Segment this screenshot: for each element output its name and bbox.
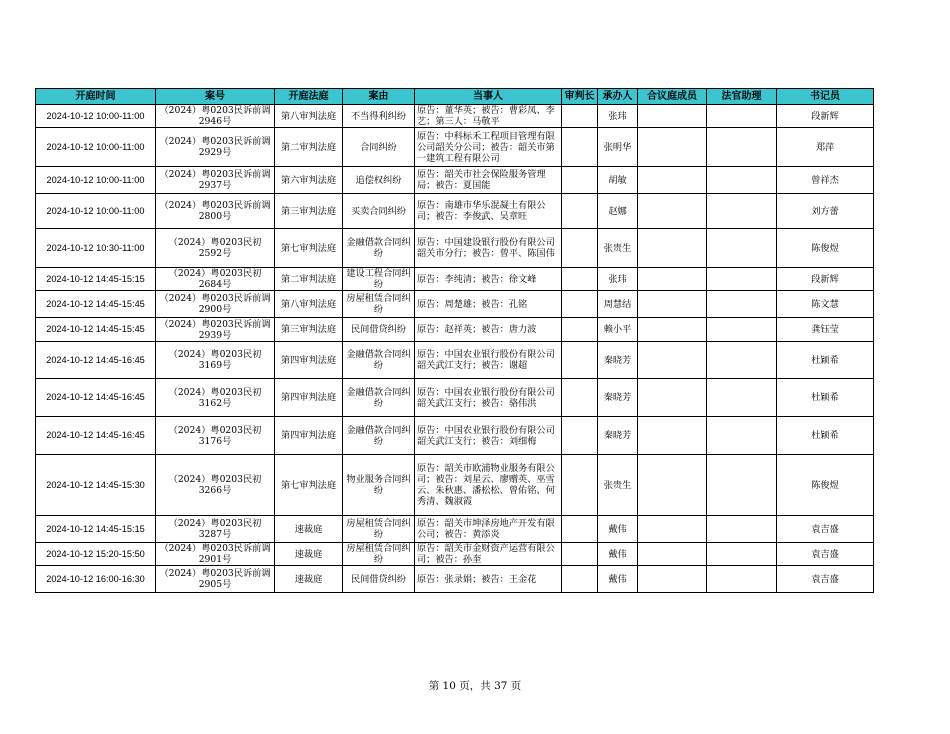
cell-cause: 金融借款合同纠纷: [343, 342, 415, 379]
cell-court: 速裁庭: [275, 516, 343, 543]
table-row: [36, 318, 874, 342]
cell-time: 2024-10-12 14:45-15:45: [36, 291, 156, 318]
cell-court: 速裁庭: [275, 543, 343, 566]
cell-time: 2024-10-12 16:00-16:30: [36, 566, 156, 593]
cell-assistant: [707, 268, 777, 291]
cell-judge: [562, 566, 598, 593]
cell-assistant: [707, 167, 777, 194]
cell-judge: [562, 194, 598, 229]
cell-case-no: （2024）粤0203民初2684号: [156, 268, 275, 291]
cell-time: 2024-10-12 14:45-15:15: [36, 268, 156, 291]
cell-judge: [562, 455, 598, 516]
table-row: [36, 229, 874, 268]
cell-judge: [562, 543, 598, 566]
cell-assistant: [707, 342, 777, 379]
cell-court: 第八审判法庭: [275, 105, 343, 128]
cell-panel: [638, 566, 707, 593]
table-body: [36, 105, 874, 593]
cell-parties: 原告：中国农业银行股份有限公司韶关武江支行；被告：刘细梅: [415, 417, 562, 455]
table-row: [36, 566, 874, 593]
cell-parties: 原告：韶关市金财资产运营有限公司；被告：孙奎: [415, 543, 562, 566]
cell-clerk: 杜颖希: [777, 379, 874, 417]
cell-handler: 秦晓芳: [598, 379, 638, 417]
cell-handler: 戴伟: [598, 543, 638, 566]
cell-clerk: 袁吉盛: [777, 516, 874, 543]
cell-cause: 金融借款合同纠纷: [343, 229, 415, 268]
cell-time: 2024-10-12 14:45-16:45: [36, 379, 156, 417]
cell-parties: 原告：张录娟；被告：王金花: [415, 566, 562, 593]
table-row: [36, 167, 874, 194]
cell-panel: [638, 455, 707, 516]
cell-panel: [638, 379, 707, 417]
cell-case-no: （2024）粤0203民初3287号: [156, 516, 275, 543]
cell-cause: 房屋租赁合同纠纷: [343, 516, 415, 543]
cell-panel: [638, 194, 707, 229]
table-row: [36, 291, 874, 318]
cell-panel: [638, 291, 707, 318]
cell-handler: 张贵生: [598, 229, 638, 268]
cell-clerk: 陈俊煜: [777, 229, 874, 268]
cell-court: 速裁庭: [275, 566, 343, 593]
cell-assistant: [707, 455, 777, 516]
header-case-no: 案号: [156, 89, 275, 105]
cell-clerk: 陈文慧: [777, 291, 874, 318]
header-panel: 合议庭成员: [638, 89, 707, 105]
cell-court: 第三审判法庭: [275, 318, 343, 342]
table-row: [36, 543, 874, 566]
cell-case-no: （2024）粤0203民诉前调2929号: [156, 128, 275, 167]
cell-panel: [638, 318, 707, 342]
cell-parties: 原告：中国农业银行股份有限公司韶关武江支行；被告：骆伟洪: [415, 379, 562, 417]
cell-case-no: （2024）粤0203民初3266号: [156, 455, 275, 516]
cell-judge: [562, 128, 598, 167]
cell-judge: [562, 167, 598, 194]
cell-panel: [638, 128, 707, 167]
page-footer: 第 10 页，共 37 页: [428, 680, 522, 692]
cell-cause: 金融借款合同纠纷: [343, 379, 415, 417]
table-row: [36, 194, 874, 229]
cell-assistant: [707, 516, 777, 543]
cell-time: 2024-10-12 15:20-15:50: [36, 543, 156, 566]
cell-judge: [562, 342, 598, 379]
cell-handler: 戴伟: [598, 566, 638, 593]
cell-panel: [638, 229, 707, 268]
cell-clerk: 袁吉盛: [777, 543, 874, 566]
cell-cause: 买卖合同纠纷: [343, 194, 415, 229]
cell-time: 2024-10-12 10:00-11:00: [36, 105, 156, 128]
cell-parties: 原告：周楚雄；被告：孔铭: [415, 291, 562, 318]
table-row: [36, 105, 874, 128]
cell-case-no: （2024）粤0203民诉前调2800号: [156, 194, 275, 229]
cell-handler: 胡敏: [598, 167, 638, 194]
cell-assistant: [707, 128, 777, 167]
table-row: [36, 455, 874, 516]
cell-case-no: （2024）粤0203民初3176号: [156, 417, 275, 455]
cell-clerk: 段新辉: [777, 268, 874, 291]
table-row: [36, 268, 874, 291]
cell-time: 2024-10-12 14:45-15:45: [36, 318, 156, 342]
cell-judge: [562, 318, 598, 342]
cell-judge: [562, 105, 598, 128]
table-row: [36, 342, 874, 379]
cell-case-no: （2024）粤0203民诉前调2905号: [156, 566, 275, 593]
cell-case-no: （2024）粤0203民诉前调2901号: [156, 543, 275, 566]
cell-clerk: 袁吉盛: [777, 566, 874, 593]
cell-cause: 民间借贷纠纷: [343, 318, 415, 342]
cell-court: 第四审判法庭: [275, 342, 343, 379]
cell-panel: [638, 516, 707, 543]
cell-clerk: 郑萍: [777, 128, 874, 167]
cell-clerk: 杜颖希: [777, 417, 874, 455]
cell-time: 2024-10-12 10:30-11:00: [36, 229, 156, 268]
header-handler: 承办人: [598, 89, 638, 105]
cell-parties: 原告：南雄市华乐混凝土有限公司；被告：李俊武、吴章旺: [415, 194, 562, 229]
cell-time: 2024-10-12 14:45-16:45: [36, 417, 156, 455]
cell-court: 第三审判法庭: [275, 194, 343, 229]
cell-case-no: （2024）粤0203民诉前调2900号: [156, 291, 275, 318]
cell-handler: 张玮: [598, 105, 638, 128]
court-schedule-table: [35, 88, 874, 593]
cell-cause: 不当得利纠纷: [343, 105, 415, 128]
cell-assistant: [707, 291, 777, 318]
cell-case-no: （2024）粤0203民诉前调2939号: [156, 318, 275, 342]
cell-court: 第四审判法庭: [275, 417, 343, 455]
cell-time: 2024-10-12 10:00-11:00: [36, 194, 156, 229]
cell-handler: 赖小平: [598, 318, 638, 342]
cell-judge: [562, 417, 598, 455]
cell-clerk: 曾祥杰: [777, 167, 874, 194]
cell-handler: 张玮: [598, 268, 638, 291]
cell-panel: [638, 342, 707, 379]
table-row: [36, 516, 874, 543]
cell-cause: 房屋租赁合同纠纷: [343, 543, 415, 566]
cell-cause: 合同纠纷: [343, 128, 415, 167]
cell-panel: [638, 417, 707, 455]
cell-handler: 张贵生: [598, 455, 638, 516]
cell-parties: 原告：董华英；被告：曹彩凤、李艺；第三人：马敬平: [415, 105, 562, 128]
header-judge: 审判长: [562, 89, 598, 105]
cell-panel: [638, 167, 707, 194]
cell-time: 2024-10-12 10:00-11:00: [36, 167, 156, 194]
table-row: [36, 379, 874, 417]
cell-cause: 金融借款合同纠纷: [343, 417, 415, 455]
cell-court: 第七审判法庭: [275, 455, 343, 516]
cell-case-no: （2024）粤0203民诉前调2946号: [156, 105, 275, 128]
header-time: 开庭时间: [36, 89, 156, 105]
cell-cause: 物业服务合同纠纷: [343, 455, 415, 516]
cell-handler: 周慧结: [598, 291, 638, 318]
cell-panel: [638, 543, 707, 566]
table-row: [36, 128, 874, 167]
cell-parties: 原告：李纯清；被告：徐文峰: [415, 268, 562, 291]
cell-assistant: [707, 105, 777, 128]
cell-clerk: 杜颖希: [777, 342, 874, 379]
cell-judge: [562, 379, 598, 417]
cell-handler: 戴伟: [598, 516, 638, 543]
cell-handler: 赵娜: [598, 194, 638, 229]
cell-judge: [562, 291, 598, 318]
cell-assistant: [707, 543, 777, 566]
cell-court: 第七审判法庭: [275, 229, 343, 268]
cell-cause: 追偿权纠纷: [343, 167, 415, 194]
cell-parties: 原告：韶关市社会保险服务管理局；被告：夏国能: [415, 167, 562, 194]
cell-case-no: （2024）粤0203民诉前调2937号: [156, 167, 275, 194]
cell-court: 第六审判法庭: [275, 167, 343, 194]
cell-judge: [562, 516, 598, 543]
cell-handler: 秦晓芳: [598, 342, 638, 379]
cell-clerk: 刘方蕾: [777, 194, 874, 229]
cell-cause: 房屋租赁合同纠纷: [343, 291, 415, 318]
header-parties: 当事人: [415, 89, 562, 105]
header-assistant: 法官助理: [707, 89, 777, 105]
header-clerk: 书记员: [777, 89, 874, 105]
cell-parties: 原告：中科标禾工程项目管理有限公司韶关分公司；被告：韶关市第一建筑工程有限公司: [415, 128, 562, 167]
cell-time: 2024-10-12 14:45-16:45: [36, 342, 156, 379]
cell-case-no: （2024）粤0203民初2592号: [156, 229, 275, 268]
cell-clerk: 龚钰莹: [777, 318, 874, 342]
cell-parties: 原告：韶关市欧浦物业服务有限公司；被告：刘星云、廖赠英、巫雪云、朱秋惠、潘松松、曾佑铭、何秀清、魏淑霞: [415, 455, 562, 516]
cell-assistant: [707, 194, 777, 229]
cell-cause: 民间借贷纠纷: [343, 566, 415, 593]
cell-time: 2024-10-12 14:45-15:15: [36, 516, 156, 543]
cell-court: 第八审判法庭: [275, 291, 343, 318]
cell-assistant: [707, 417, 777, 455]
cell-case-no: （2024）粤0203民初3162号: [156, 379, 275, 417]
cell-clerk: 段新辉: [777, 105, 874, 128]
cell-panel: [638, 105, 707, 128]
cell-case-no: （2024）粤0203民初3169号: [156, 342, 275, 379]
cell-assistant: [707, 379, 777, 417]
cell-parties: 原告：中国农业银行股份有限公司韶关武江支行；被告：谢超: [415, 342, 562, 379]
cell-judge: [562, 229, 598, 268]
table-row: [36, 417, 874, 455]
cell-handler: 张明华: [598, 128, 638, 167]
cell-time: 2024-10-12 10:00-11:00: [36, 128, 156, 167]
cell-assistant: [707, 318, 777, 342]
header-cause: 案由: [343, 89, 415, 105]
cell-handler: 秦晓芳: [598, 417, 638, 455]
cell-time: 2024-10-12 14:45-15:30: [36, 455, 156, 516]
cell-assistant: [707, 566, 777, 593]
cell-assistant: [707, 229, 777, 268]
cell-court: 第二审判法庭: [275, 128, 343, 167]
cell-court: 第四审判法庭: [275, 379, 343, 417]
cell-parties: 原告：韶关市坤泽房地产开发有限公司；被告：黄添炎: [415, 516, 562, 543]
cell-cause: 建设工程合同纠纷: [343, 268, 415, 291]
cell-court: 第二审判法庭: [275, 268, 343, 291]
cell-clerk: 陈俊煜: [777, 455, 874, 516]
table-header-row: [36, 89, 874, 105]
header-court: 开庭法庭: [275, 89, 343, 105]
cell-parties: 原告：赵祥英；被告：唐力波: [415, 318, 562, 342]
cell-judge: [562, 268, 598, 291]
cell-panel: [638, 268, 707, 291]
cell-parties: 原告：中国建设银行股份有限公司韶关市分行；被告：曾平、陈国伟: [415, 229, 562, 268]
